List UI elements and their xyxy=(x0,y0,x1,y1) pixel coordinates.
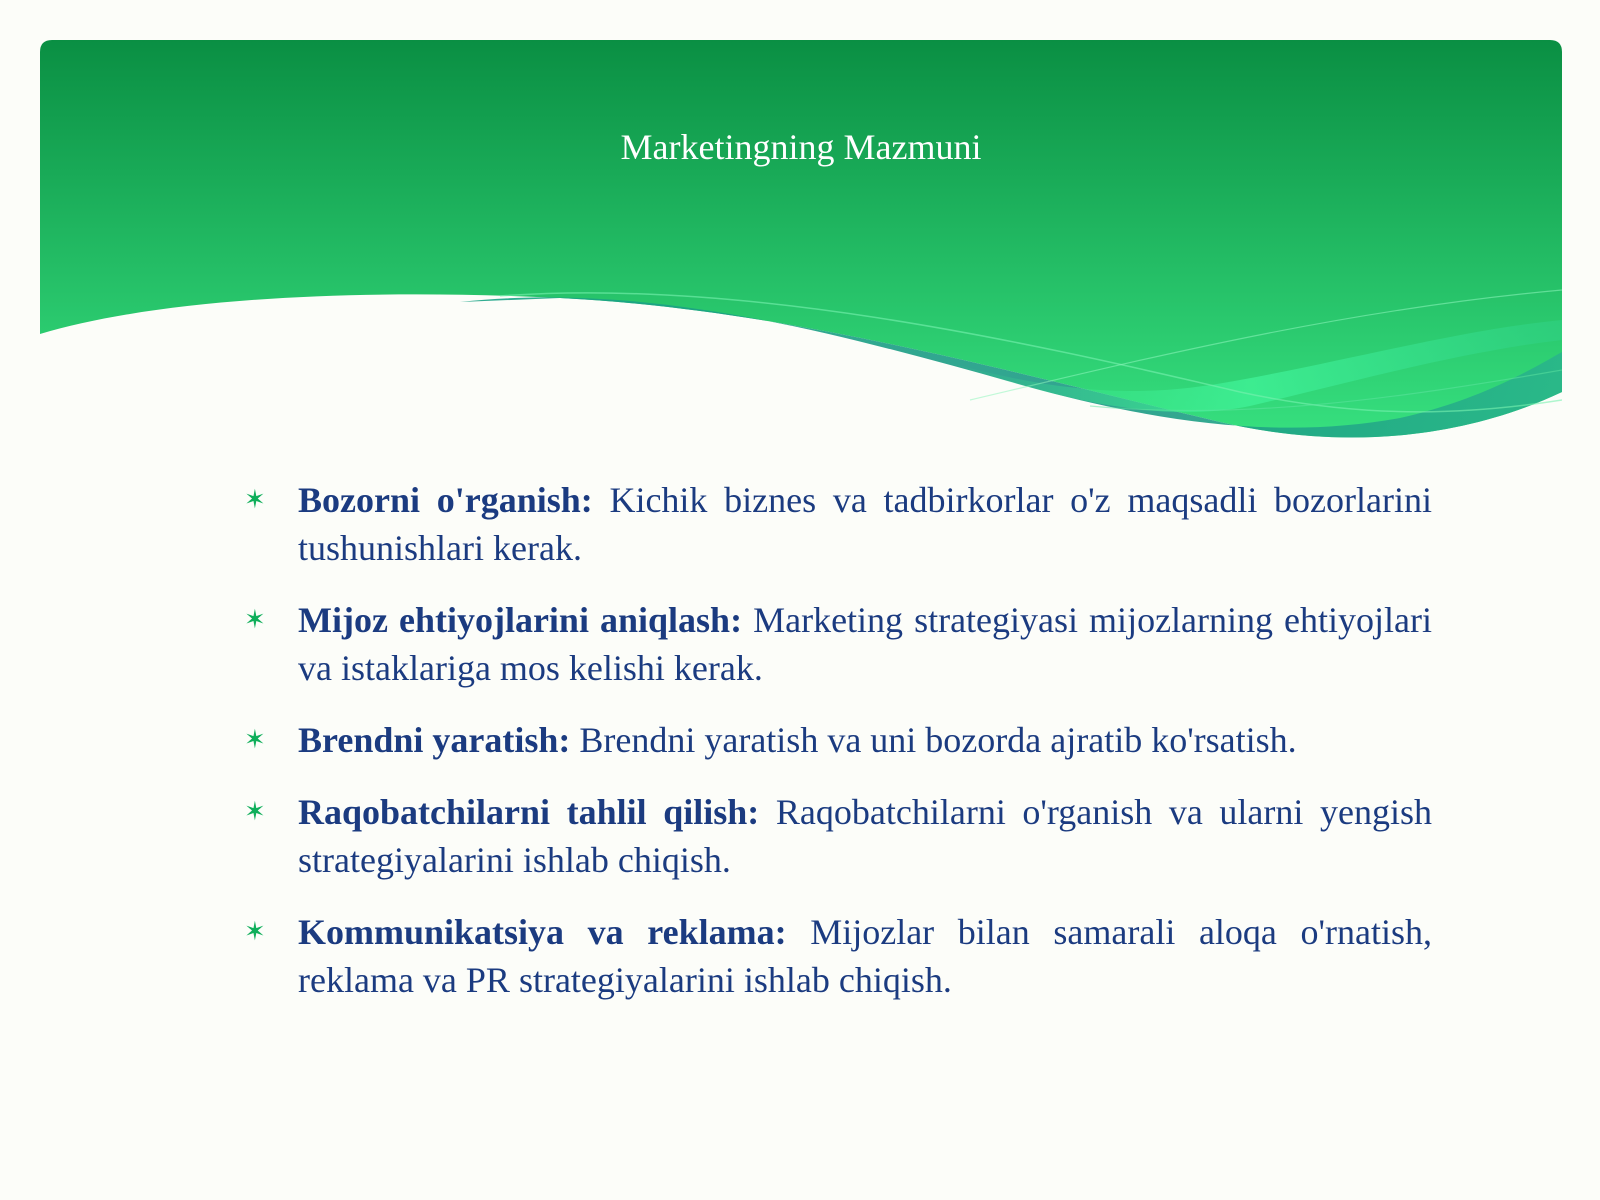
star-bullet-icon: ✶ xyxy=(244,485,266,515)
list-item xyxy=(244,788,1432,884)
item-text: Brendni yaratish va uni bozorda ajratib ko'rsatish. xyxy=(570,720,1297,760)
bullet-list xyxy=(244,476,1432,1028)
list-item xyxy=(244,596,1432,692)
item-term: Mijoz ehtiyojlarini aniqlash: xyxy=(298,600,743,640)
item-term: Raqobatchilarni tahlil qilish: xyxy=(298,792,760,832)
item-text: Kichik biznes va tadbirkorlar o'z maqsadli bozorlarini tushunishlari kerak. xyxy=(298,480,1432,568)
header-banner xyxy=(40,40,1562,460)
star-bullet-icon: ✶ xyxy=(244,917,266,947)
item-term: Brendni yaratish: xyxy=(298,720,571,760)
item-text: Mijozlar bilan samarali aloqa o'rnatish, reklama va PR strategiyalarini ishlab chiqish. xyxy=(298,912,1432,1000)
star-bullet-icon: ✶ xyxy=(244,725,266,755)
header-wave-graphic xyxy=(40,40,1562,460)
star-bullet-icon: ✶ xyxy=(244,605,266,635)
list-item xyxy=(244,716,1432,764)
item-text: Raqobatchilarni o'rganish va ularni yengish strategiyalarini ishlab chiqish. xyxy=(298,792,1432,880)
list-item xyxy=(244,476,1432,572)
item-term: Bozorni o'rganish: xyxy=(298,480,593,520)
item-text: Marketing strategiyasi mijozlarning ehtiyojlari va istaklariga mos kelishi kerak. xyxy=(298,600,1432,688)
star-bullet-icon: ✶ xyxy=(244,797,266,827)
slide-title: Marketingning Mazmuni xyxy=(620,127,982,167)
item-term: Kommunikatsiya va reklama: xyxy=(298,912,787,952)
list-item xyxy=(244,908,1432,1004)
